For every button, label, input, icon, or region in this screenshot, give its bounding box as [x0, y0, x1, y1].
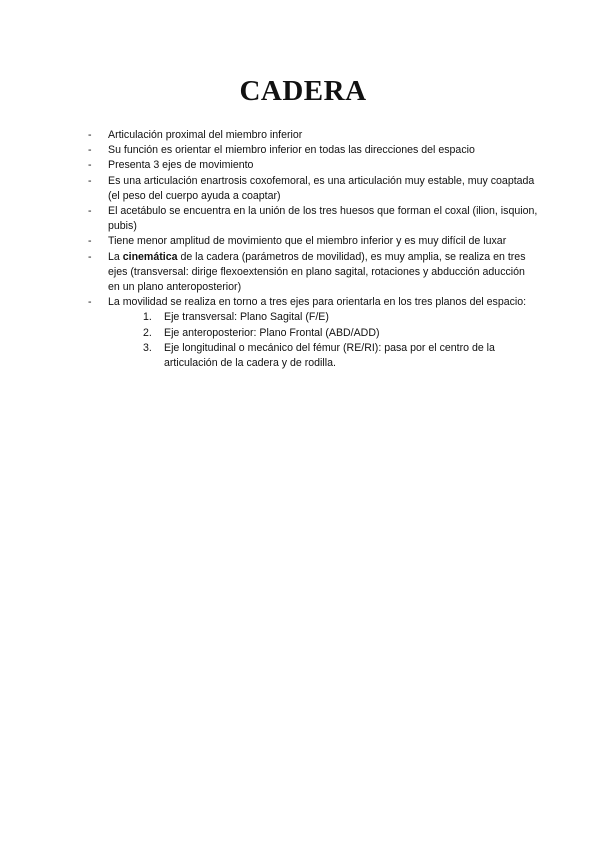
list-item-text: Su función es orientar el miembro inferior en todas las direcciones del espacio — [108, 144, 475, 157]
axes-list — [108, 310, 538, 371]
number-marker: 3. — [143, 341, 152, 354]
numbered-item-text: Eje transversal: Plano Sagital (F/E) — [164, 311, 329, 324]
bullet-marker: - — [88, 159, 92, 172]
numbered-item — [128, 326, 538, 341]
bold-term: cinemática — [122, 250, 178, 263]
list-item-text: Presenta 3 ejes de movimiento — [108, 159, 254, 172]
list-item-text: El acetábulo se encuentra en la unión de los tres huesos que forman el coxal (ilion, isquion, pubis) — [108, 205, 538, 233]
numbered-item — [128, 341, 538, 371]
list-item-text: La movilidad se realiza en torno a tres ejes para orientarla en los tres planos del espacio: — [108, 296, 527, 309]
bullet-marker: - — [88, 205, 92, 218]
page-title: CADERA — [239, 75, 367, 107]
list-item — [88, 204, 538, 234]
bullet-marker: - — [88, 129, 92, 141]
bullet-marker: - — [88, 296, 92, 309]
number-marker: 2. — [143, 326, 152, 339]
numbered-item-text: Eje longitudinal o mecánico del fémur (RE/RI): pasa por el centro de la articulación de la cadera y de rodilla. — [164, 341, 495, 370]
list-item-text: Es una articulación enartrosis coxofemoral, es una articulación muy estable, muy coaptada (el peso del cuerpo ayuda a coaptar) — [108, 174, 535, 202]
list-item — [88, 143, 538, 158]
list-item-text: Tiene menor amplitud de movimiento que el miembro inferior y es muy difícil de luxar — [108, 235, 507, 248]
bullet-list — [88, 128, 538, 371]
list-item — [88, 174, 538, 204]
bullet-marker: - — [88, 235, 92, 248]
list-item — [88, 128, 538, 143]
list-item — [88, 295, 538, 371]
bullet-marker: - — [88, 250, 92, 263]
numbered-item-text: Eje anteroposterior: Plano Frontal (ABD/ADD) — [164, 326, 380, 339]
numbered-item — [128, 310, 538, 325]
bullet-marker: - — [88, 144, 92, 157]
number-marker: 1. — [143, 311, 152, 324]
text-before: La — [108, 250, 123, 263]
bullet-marker: - — [88, 174, 92, 187]
list-item-text — [108, 251, 526, 293]
list-item — [88, 234, 538, 249]
text-after: de la cadera (parámetros de movilidad), es muy amplia, se realiza en tres ejes (transversal: dirige flexoextensión en plano sagital, rotaciones y abducción aducción en un plano anteroposterior) — [108, 250, 526, 294]
list-item — [88, 158, 538, 173]
list-item-text: Articulación proximal del miembro inferior — [108, 129, 303, 141]
list-item — [88, 250, 538, 296]
